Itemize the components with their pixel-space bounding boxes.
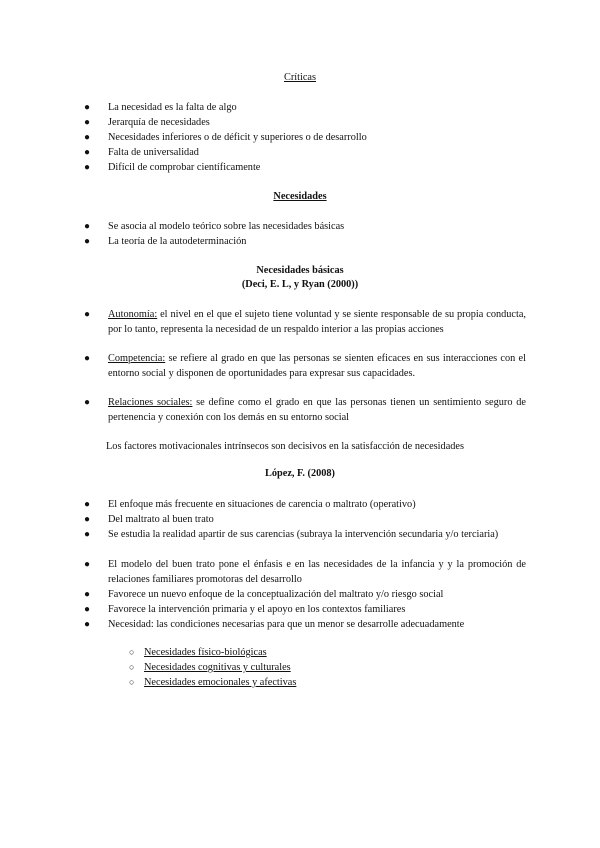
definition-relaciones-sociales: se define como el grado en que las personas tienen un sentimiento seguro de pertenencia y conexión con los demás en su entorno social	[108, 397, 526, 423]
sub-bullet-icon: ○	[129, 647, 135, 657]
bullet-icon: ●	[84, 604, 91, 615]
criticas-item-1: La necesidad es la falta de algo	[108, 102, 237, 113]
lopez-item-7: Necesidad: las condiciones necesarias para que un menor se desarrolle adecuadamente	[108, 619, 465, 630]
lopez-subitem-1: Necesidades físico-biológicas	[144, 647, 267, 658]
criticas-heading: Críticas	[283, 72, 317, 83]
bullet-icon: ●	[84, 559, 91, 570]
lopez-item-4: El modelo del buen trato pone el énfasis e en las necesidades de la infancia y y la promoción de relaciones familiares promotoras del desarrollo	[108, 559, 526, 585]
criticas-item-2: Jerarquía de necesidades	[108, 117, 210, 128]
lopez-item-2: Del maltrato al buen trato	[108, 514, 214, 525]
bullet-icon: ●	[84, 236, 91, 247]
bullet-icon: ●	[84, 397, 91, 408]
bullet-icon: ●	[84, 309, 91, 320]
bullet-icon: ●	[84, 499, 91, 510]
necesidades-item-1: Se asocia al modelo teórico sobre las necesidades básicas	[108, 221, 345, 232]
bullet-icon: ●	[84, 589, 91, 600]
basicas-heading: Necesidades básicas	[256, 265, 344, 276]
necesidades-item-2: La teoría de la autodeterminación	[108, 236, 247, 247]
bullet-icon: ●	[84, 221, 91, 232]
definition-autonomia: el nivel en el que el sujeto tiene voluntad y se siente responsable de su propia conducta, por lo tanto, representa la necesidad de un respaldo interior a las propias acciones	[108, 309, 526, 335]
bullet-icon: ●	[84, 162, 91, 173]
lopez-item-6: Favorece la intervención primaria y el apoyo en los contextos familiares	[108, 604, 406, 615]
lopez-subitem-2: Necesidades cognitivas y culturales	[144, 662, 291, 673]
sub-bullet-icon: ○	[129, 662, 135, 672]
lopez-heading: López, F. (2008)	[265, 468, 335, 479]
bullet-icon: ●	[84, 132, 91, 143]
basicas-citation: (Deci, E. L, y Ryan (2000))	[241, 279, 359, 290]
basicas-item-autonomia	[108, 307, 526, 337]
basicas-item-competencia	[108, 351, 526, 381]
term-relaciones-sociales: Relaciones sociales:	[108, 397, 193, 408]
lopez-item-1: El enfoque más frecuente en situaciones de carencia o maltrato (operativo)	[108, 499, 416, 510]
term-autonomia: Autonomía:	[108, 309, 158, 320]
criticas-item-5: Difícil de comprobar científicamente	[108, 162, 261, 173]
criticas-item-4: Falta de universalidad	[108, 147, 199, 158]
term-competencia: Competencia:	[108, 353, 166, 364]
definition-competencia: se refiere al grado en que las personas se sienten eficaces en sus interacciones con el entorno social y disponen de oportunidades para expresar sus capacidades.	[108, 353, 526, 379]
lopez-subitem-3: Necesidades emocionales y afectivas	[144, 677, 297, 688]
bullet-icon: ●	[84, 514, 91, 525]
bullet-icon: ●	[84, 102, 91, 113]
bullet-icon: ●	[84, 147, 91, 158]
basicas-note: Los factores motivacionales intrínsecos son decisivos en la satisfacción de necesidades	[106, 441, 464, 452]
bullet-icon: ●	[84, 353, 91, 364]
bullet-icon: ●	[84, 117, 91, 128]
bullet-icon: ●	[84, 529, 91, 540]
criticas-item-3: Necesidades inferiores o de déficit y superiores o de desarrollo	[108, 132, 367, 143]
bullet-icon: ●	[84, 619, 91, 630]
lopez-item-3: Se estudia la realidad apartir de sus carencias (subraya la intervención secundaria y/o terciaria)	[108, 529, 499, 540]
basicas-item-relaciones	[108, 395, 526, 425]
lopez-item-5: Favorece un nuevo enfoque de la conceptualización del maltrato y/o riesgo social	[108, 589, 444, 600]
necesidades-heading: Necesidades	[273, 191, 327, 202]
sub-bullet-icon: ○	[129, 677, 135, 687]
